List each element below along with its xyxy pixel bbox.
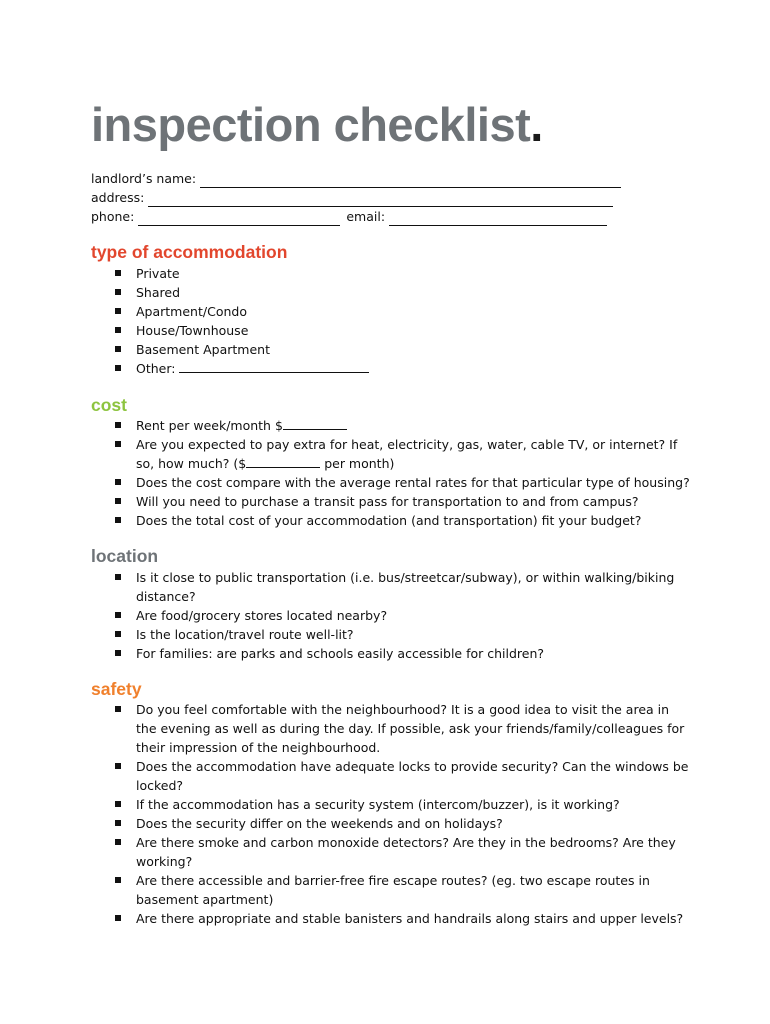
rent-label: Rent per week/month $ (136, 418, 283, 433)
address-label: address: (91, 190, 145, 205)
extra-prefix: Are you expected to pay extra for heat, electricity, gas, water, cable TV, or internet? If so, how much? ($ (136, 437, 678, 471)
list-item-other (91, 359, 691, 378)
list-item: Apartment/Condo (91, 302, 691, 321)
list-item: Are there accessible and barrier-free fire escape routes? (eg. two escape routes in basement apartment) (91, 871, 691, 909)
extra-amount-field[interactable] (246, 454, 320, 468)
landlord-name-label: landlord’s name: (91, 171, 197, 186)
list-item: Does the cost compare with the average rental rates for that particular type of housing? (91, 473, 691, 492)
safety-heading: safety (91, 679, 142, 699)
list-item: Do you feel comfortable with the neighbourhood? It is a good idea to visit the area in the evening as well as during the day. If possible, ask your friends/family/colleagues for their impression of the neighbourhood. (91, 700, 691, 757)
list-item: For families: are parks and schools easily accessible for children? (91, 644, 691, 663)
list-item-rent (91, 416, 691, 435)
list-item: Does the accommodation have adequate locks to provide security? Can the windows be locked? (91, 757, 691, 795)
cost-heading: cost (91, 395, 127, 415)
cost-list (91, 416, 691, 530)
list-item: Shared (91, 283, 691, 302)
landlord-name-field[interactable] (200, 173, 621, 188)
address-row (91, 188, 613, 207)
list-item: House/Townhouse (91, 321, 691, 340)
list-item: Is the location/travel route well-lit? (91, 625, 691, 644)
list-item: Are food/grocery stores located nearby? (91, 606, 691, 625)
email-field[interactable] (389, 211, 607, 226)
accommodation-list (91, 264, 691, 378)
safety-list (91, 700, 691, 928)
phone-label: phone: (91, 209, 135, 224)
title-period: . (530, 98, 543, 151)
page-title (91, 97, 543, 152)
list-item: Does the total cost of your accommodation (and transportation) fit your budget? (91, 511, 691, 530)
list-item: Basement Apartment (91, 340, 691, 359)
list-item: Will you need to purchase a transit pass for transportation to and from campus? (91, 492, 691, 511)
accommodation-heading: type of accommodation (91, 242, 288, 262)
other-label: Other: (136, 361, 176, 376)
address-field[interactable] (148, 192, 613, 207)
list-item: Is it close to public transportation (i.e. bus/streetcar/subway), or within walking/biking distance? (91, 568, 691, 606)
rent-field[interactable] (283, 416, 347, 430)
extra-suffix: per month) (320, 456, 395, 471)
list-item: Private (91, 264, 691, 283)
list-item: Does the security differ on the weekends and on holidays? (91, 814, 691, 833)
list-item: Are there smoke and carbon monoxide detectors? Are they in the bedrooms? Are they working? (91, 833, 691, 871)
location-list (91, 568, 691, 663)
title-text: inspection checklist (91, 98, 531, 151)
list-item: If the accommodation has a security system (intercom/buzzer), is it working? (91, 795, 691, 814)
other-field[interactable] (179, 359, 369, 373)
location-heading: location (91, 546, 159, 566)
landlord-name-row (91, 169, 621, 188)
email-label: email: (346, 209, 386, 224)
phone-field[interactable] (138, 211, 340, 226)
list-item: Are there appropriate and stable banisters and handrails along stairs and upper levels? (91, 909, 691, 928)
phone-email-row (91, 207, 607, 226)
list-item-extra (91, 435, 691, 473)
